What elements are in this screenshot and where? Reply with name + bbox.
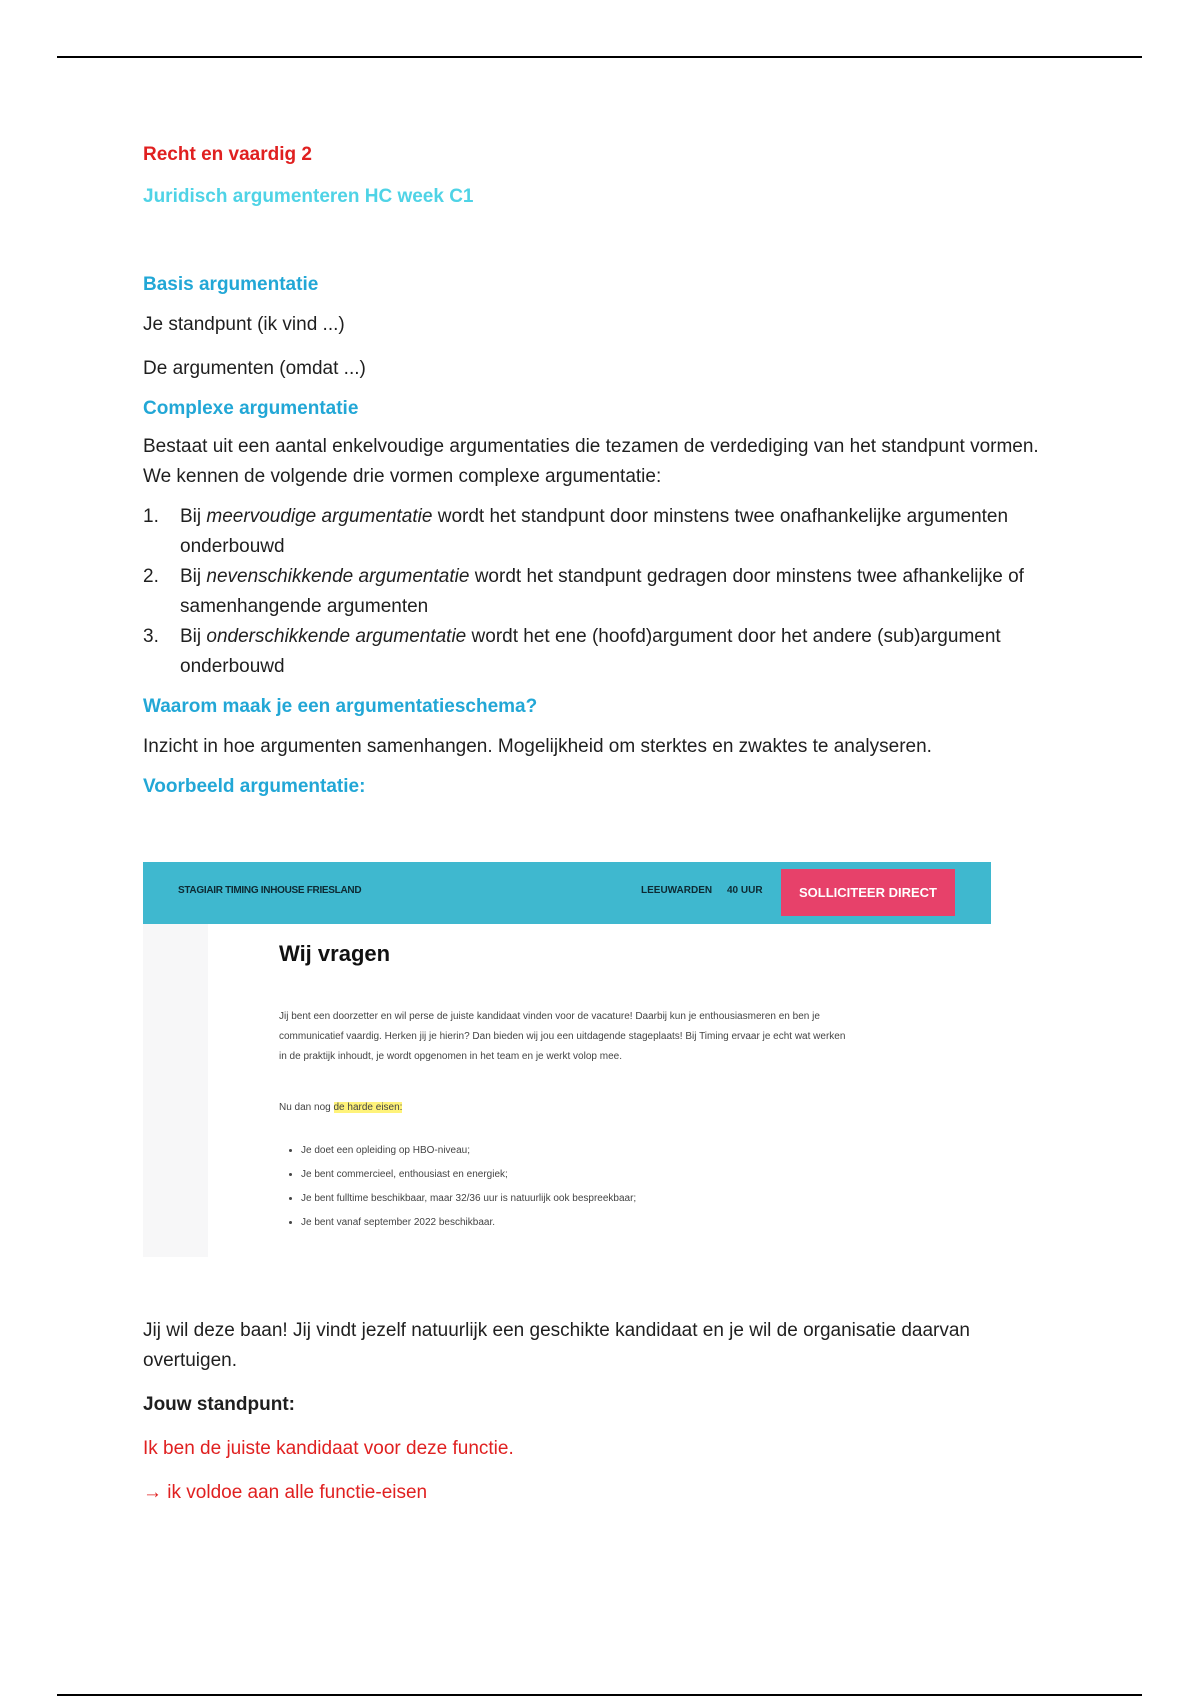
requirements-intro: Nu dan nog de harde eisen: — [279, 1102, 403, 1113]
complex-intro: Bestaat uit een aantal enkelvoudige argumentaties die tezamen de verdediging van het standpunt vormen. We kennen de volgende drie vormen complexe argumentatie: — [143, 436, 1039, 487]
list-item: • Je bent commercieel, enthousiast en energiek; — [301, 1163, 636, 1187]
apply-button[interactable]: SOLLICITEER DIRECT — [781, 869, 955, 916]
vacancy-screenshot — [143, 862, 991, 1257]
basis-line-arguments: De argumenten (omdat ...) — [143, 358, 366, 379]
list-item: 2. Bij nevenschikkende argumentatie wordt het standpunt gedragen door minstens twee afhankelijke of samenhangende argumenten — [143, 566, 1024, 617]
argument-text: → ik voldoe aan alle functie-eisen — [143, 1482, 428, 1503]
top-rule — [57, 56, 1142, 58]
heading-why: Waarom maak je een argumentatieschema? — [143, 696, 538, 717]
vacancy-content — [208, 924, 991, 1257]
standpoint-label: Jouw standpunt: — [143, 1394, 295, 1415]
job-title: STAGIAIR TIMING INHOUSE FRIESLAND — [178, 885, 362, 896]
conclusion-section — [143, 1316, 1043, 1508]
heading-example: Voorbeeld argumentatie: — [143, 776, 366, 797]
list-item: • Je bent fulltime beschikbaar, maar 32/36 uur is natuurlijk ook bespreekbaar; — [301, 1187, 636, 1211]
list-item: • Je doet een opleiding op HBO-niveau; — [301, 1139, 636, 1163]
list-item: 1. Bij meervoudige argumentatie wordt het standpunt door minstens twee onafhankelijke argumenten onderbouwd — [143, 506, 1009, 557]
vacancy-paragraph: Jij bent een doorzetter en wil perse de juiste kandidaat vinden voor de vacature! Daarbij kun je enthousiasmeren en ben je communicatief vaardig. Herken jij je hierin? Dan bieden wij jou een uitdagende stageplaats! Bij Timing ervaar je echt wat werken in de praktijk inhoudt, je wordt opgenomen in het team en je werkt volop mee. — [279, 1011, 846, 1062]
vacancy-banner — [143, 862, 991, 924]
heading-complex: Complexe argumentatie — [143, 398, 359, 419]
vacancy-heading: Wij vragen — [279, 941, 391, 966]
requirements-list — [279, 1139, 636, 1235]
job-hours: 40 UUR — [727, 885, 763, 896]
basis-line-standpoint: Je standpunt (ik vind ...) — [143, 314, 345, 335]
document-body — [143, 140, 1043, 798]
why-text: Inzicht in hoe argumenten samenhangen. Mogelijkheid om sterktes en zwaktes te analyseren. — [143, 736, 932, 757]
list-item: 3. Bij onderschikkende argumentatie wordt het ene (hoofd)argument door het andere (sub)argument onderbouwd — [143, 626, 1001, 677]
lecture-subtitle: Juridisch argumenteren HC week C1 — [143, 186, 474, 207]
conclusion-text: Jij wil deze baan! Jij vindt jezelf natuurlijk een geschikte kandidaat en je wil de organisatie daarvan overtuigen. — [143, 1320, 970, 1371]
course-title: Recht en vaardig 2 — [143, 144, 312, 165]
standpoint-text: Ik ben de juiste kandidaat voor deze functie. — [143, 1438, 514, 1459]
bottom-rule — [57, 1694, 1142, 1696]
complex-list — [143, 502, 1043, 682]
heading-basis: Basis argumentatie — [143, 274, 319, 295]
list-item: • Je bent vanaf september 2022 beschikbaar. — [301, 1211, 636, 1235]
highlighted-text: de harde eisen: — [333, 1102, 403, 1113]
job-location: LEEUWARDEN — [641, 885, 713, 896]
